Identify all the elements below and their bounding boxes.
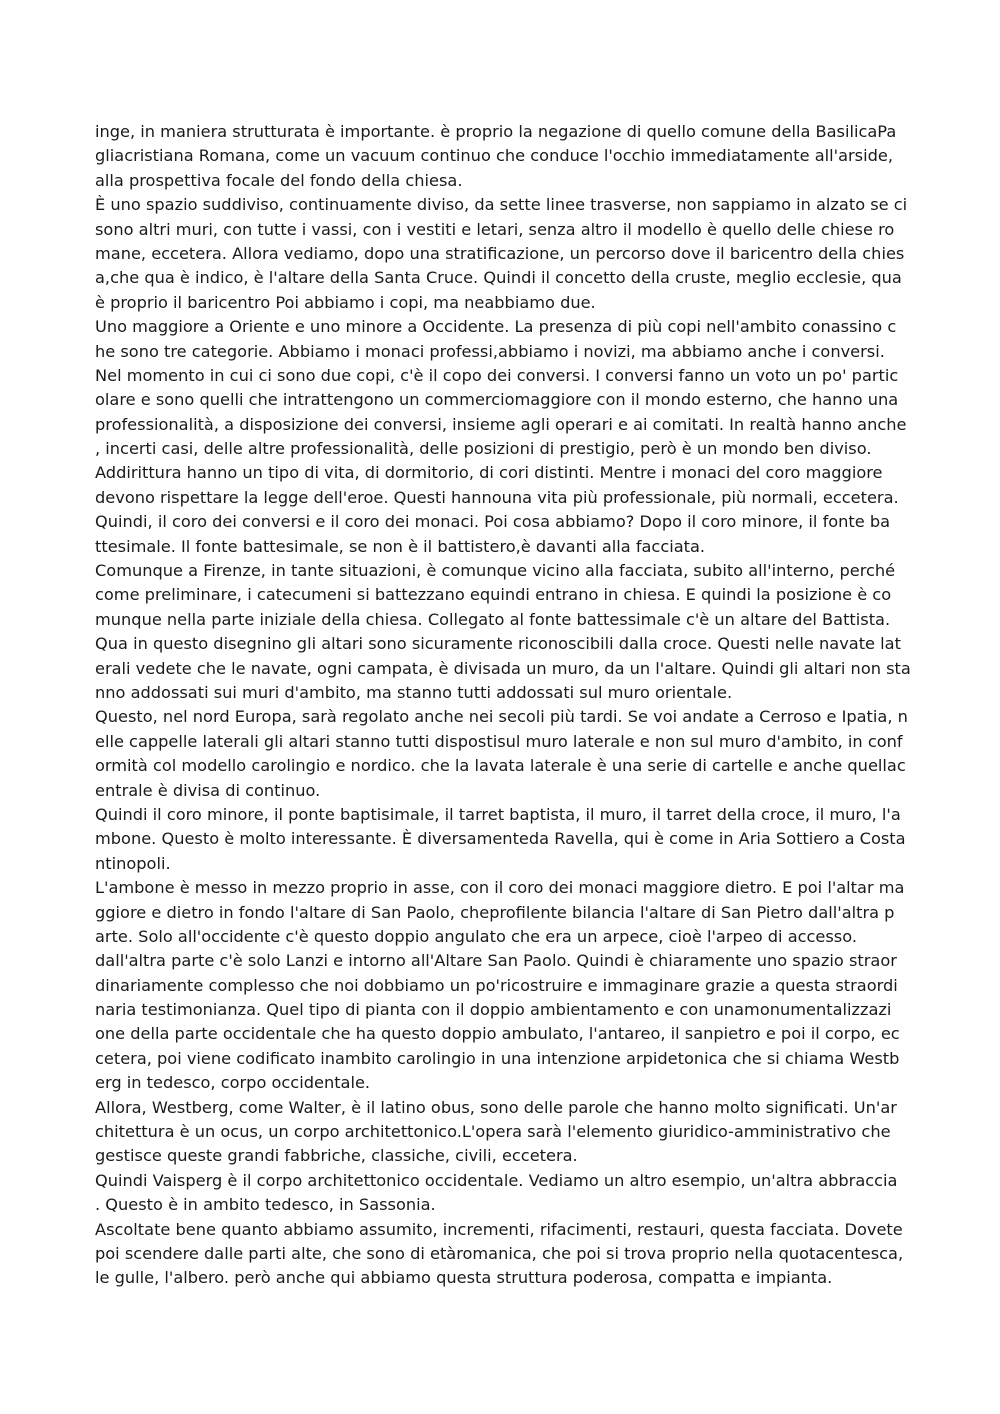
text-line: chitettura è un ocus, un corpo architettonico.L'opera sarà l'elemento giuridico-amministrativo che: [95, 1122, 891, 1142]
text-line: Uno maggiore a Oriente e uno minore a Occidente. La presenza di più copi nell'ambito conassino c: [95, 317, 897, 337]
text-line: dall'altra parte c'è solo Lanzi e intorno all'Altare San Paolo. Quindi è chiaramente uno spazio straor: [95, 951, 897, 971]
text-line: Questo, nel nord Europa, sarà regolato anche nei secoli più tardi. Se voi andate a Cerroso e Ipatia, n: [95, 707, 908, 727]
text-line: , incerti casi, delle altre professionalità, delle posizioni di prestigio, però è un mondo ben diviso.: [95, 439, 872, 459]
text-line: one della parte occidentale che ha questo doppio ambulato, l'antareo, il sanpietro e poi il corpo, ec: [95, 1024, 900, 1044]
text-line: sono altri muri, con tutte i vassi, con i vestiti e letari, senza altro il modello è quello delle chiese ro: [95, 219, 895, 239]
text-line: come preliminare, i catecumeni si battezzano equindi entrano in chiesa. E quindi la posizione è co: [95, 585, 892, 605]
text-line: Quindi, il coro dei conversi e il coro dei monaci. Poi cosa abbiamo? Dopo il coro minore, il fonte ba: [95, 512, 891, 532]
text-line: è proprio il baricentro Poi abbiamo i copi, ma neabbiamo due.: [95, 292, 596, 312]
text-line: arte. Solo all'occidente c'è questo doppio angulato che era un arpece, cioè l'arpeo di accesso.: [95, 926, 857, 946]
text-line: entrale è divisa di continuo.: [95, 780, 321, 800]
text-line: mbone. Questo è molto interessante. È diversamenteda Ravella, qui è come in Aria Sottiero a Costa: [95, 829, 906, 849]
text-line: munque nella parte iniziale della chiesa. Collegato al fonte battessimale c'è un altare del Battista.: [95, 609, 891, 629]
text-line: erg in tedesco, corpo occidentale.: [95, 1073, 371, 1093]
text-line: professionalità, a disposizione dei conversi, insieme agli operari e ai comitati. In realtà hanno anche: [95, 414, 907, 434]
text-line: naria testimonianza. Quel tipo di pianta con il doppio ambientamento e con unamonumentalizzazi: [95, 1000, 892, 1020]
text-line: ttesimale. Il fonte battesimale, se non è il battistero,è davanti alla facciata.: [95, 536, 706, 556]
text-line: he sono tre categorie. Abbiamo i monaci professi,abbiamo i novizi, ma abbiamo anche i conversi.: [95, 341, 885, 361]
text-line: elle cappelle laterali gli altari stanno tutti dispostisul muro laterale e non sul muro d'ambito, in conf: [95, 731, 903, 751]
text-line: devono rispettare la legge dell'eroe. Questi hannouna vita più professionale, più normali, eccetera.: [95, 487, 899, 507]
text-line: ntinopoli.: [95, 853, 171, 873]
text-line: Nel momento in cui ci sono due copi, c'è il copo dei conversi. I conversi fanno un voto un po' partic: [95, 365, 899, 385]
text-line: L'ambone è messo in mezzo proprio in asse, con il coro dei monaci maggiore dietro. E poi l'altar ma: [95, 878, 905, 898]
text-line: Allora, Westberg, come Walter, è il latino obus, sono delle parole che hanno molto significati. Un'ar: [95, 1097, 897, 1117]
text-line: nno addossati sui muri d'ambito, ma stanno tutti addossati sul muro orientale.: [95, 682, 733, 702]
text-line: gliacristiana Romana, come un vacuum continuo che conduce l'occhio immediatamente all'arside,: [95, 146, 893, 166]
text-line: mane, eccetera. Allora vediamo, dopo una stratificazione, un percorso dove il baricentro della chies: [95, 243, 905, 263]
text-line: . Questo è in ambito tedesco, in Sassonia.: [95, 1195, 436, 1215]
text-line: Ascoltate bene quanto abbiamo assumito, incrementi, rifacimenti, restauri, questa facciata. Dovete: [95, 1219, 903, 1239]
text-line: Addirittura hanno un tipo di vita, di dormitorio, di cori distinti. Mentre i monaci del coro maggiore: [95, 463, 883, 483]
text-line: erali vedete che le navate, ogni campata, è divisada un muro, da un l'altare. Quindi gli altari non sta: [95, 658, 911, 678]
text-line: ormità col modello carolingio e nordico. che la lavata laterale è una serie di cartelle e anche quellac: [95, 756, 906, 776]
text-line: Qua in questo disegnino gli altari sono sicuramente riconoscibili dalla croce. Questi nelle navate lat: [95, 634, 901, 654]
body-text: [95, 120, 915, 1291]
text-line: a,che qua è indico, è l'altare della Santa Cruce. Quindi il concetto della cruste, meglio ecclesie, qua: [95, 268, 902, 288]
text-line: Quindi Vaisperg è il corpo architettonico occidentale. Vediamo un altro esempio, un'altra abbraccia: [95, 1170, 898, 1190]
text-line: Comunque a Firenze, in tante situazioni, è comunque vicino alla facciata, subito all'interno, perché: [95, 561, 896, 581]
text-line: Quindi il coro minore, il ponte baptisimale, il tarret baptista, il muro, il tarret della croce, il muro, l'a: [95, 804, 901, 824]
text-line: dinariamente complesso che noi dobbiamo un po'ricostruire e immaginare grazie a questa straordi: [95, 975, 898, 995]
text-line: ggiore e dietro in fondo l'altare di San Paolo, cheprofilente bilancia l'altare di San Pietro dall'altra p: [95, 902, 895, 922]
text-line: È uno spazio suddiviso, continuamente diviso, da sette linee trasverse, non sappiamo in alzato se ci: [95, 195, 908, 215]
text-line: cetera, poi viene codificato inambito carolingio in una intenzione arpidetonica che si chiama Westb: [95, 1048, 900, 1068]
text-line: inge, in maniera strutturata è importante. è proprio la negazione di quello comune della BasilicaPa: [95, 122, 897, 141]
text-line: gestisce queste grandi fabbriche, classiche, civili, eccetera.: [95, 1146, 578, 1166]
text-line: le gulle, l'albero. però anche qui abbiamo questa struttura poderosa, compatta e impianta.: [95, 1268, 833, 1288]
text-line: poi scendere dalle parti alte, che sono di etàromanica, che poi si trova proprio nella quotacentesca,: [95, 1243, 904, 1263]
text-line: alla prospettiva focale del fondo della chiesa.: [95, 170, 463, 190]
text-line: olare e sono quelli che intrattengono un commerciomaggiore con il mondo esterno, che hanno una: [95, 390, 899, 410]
